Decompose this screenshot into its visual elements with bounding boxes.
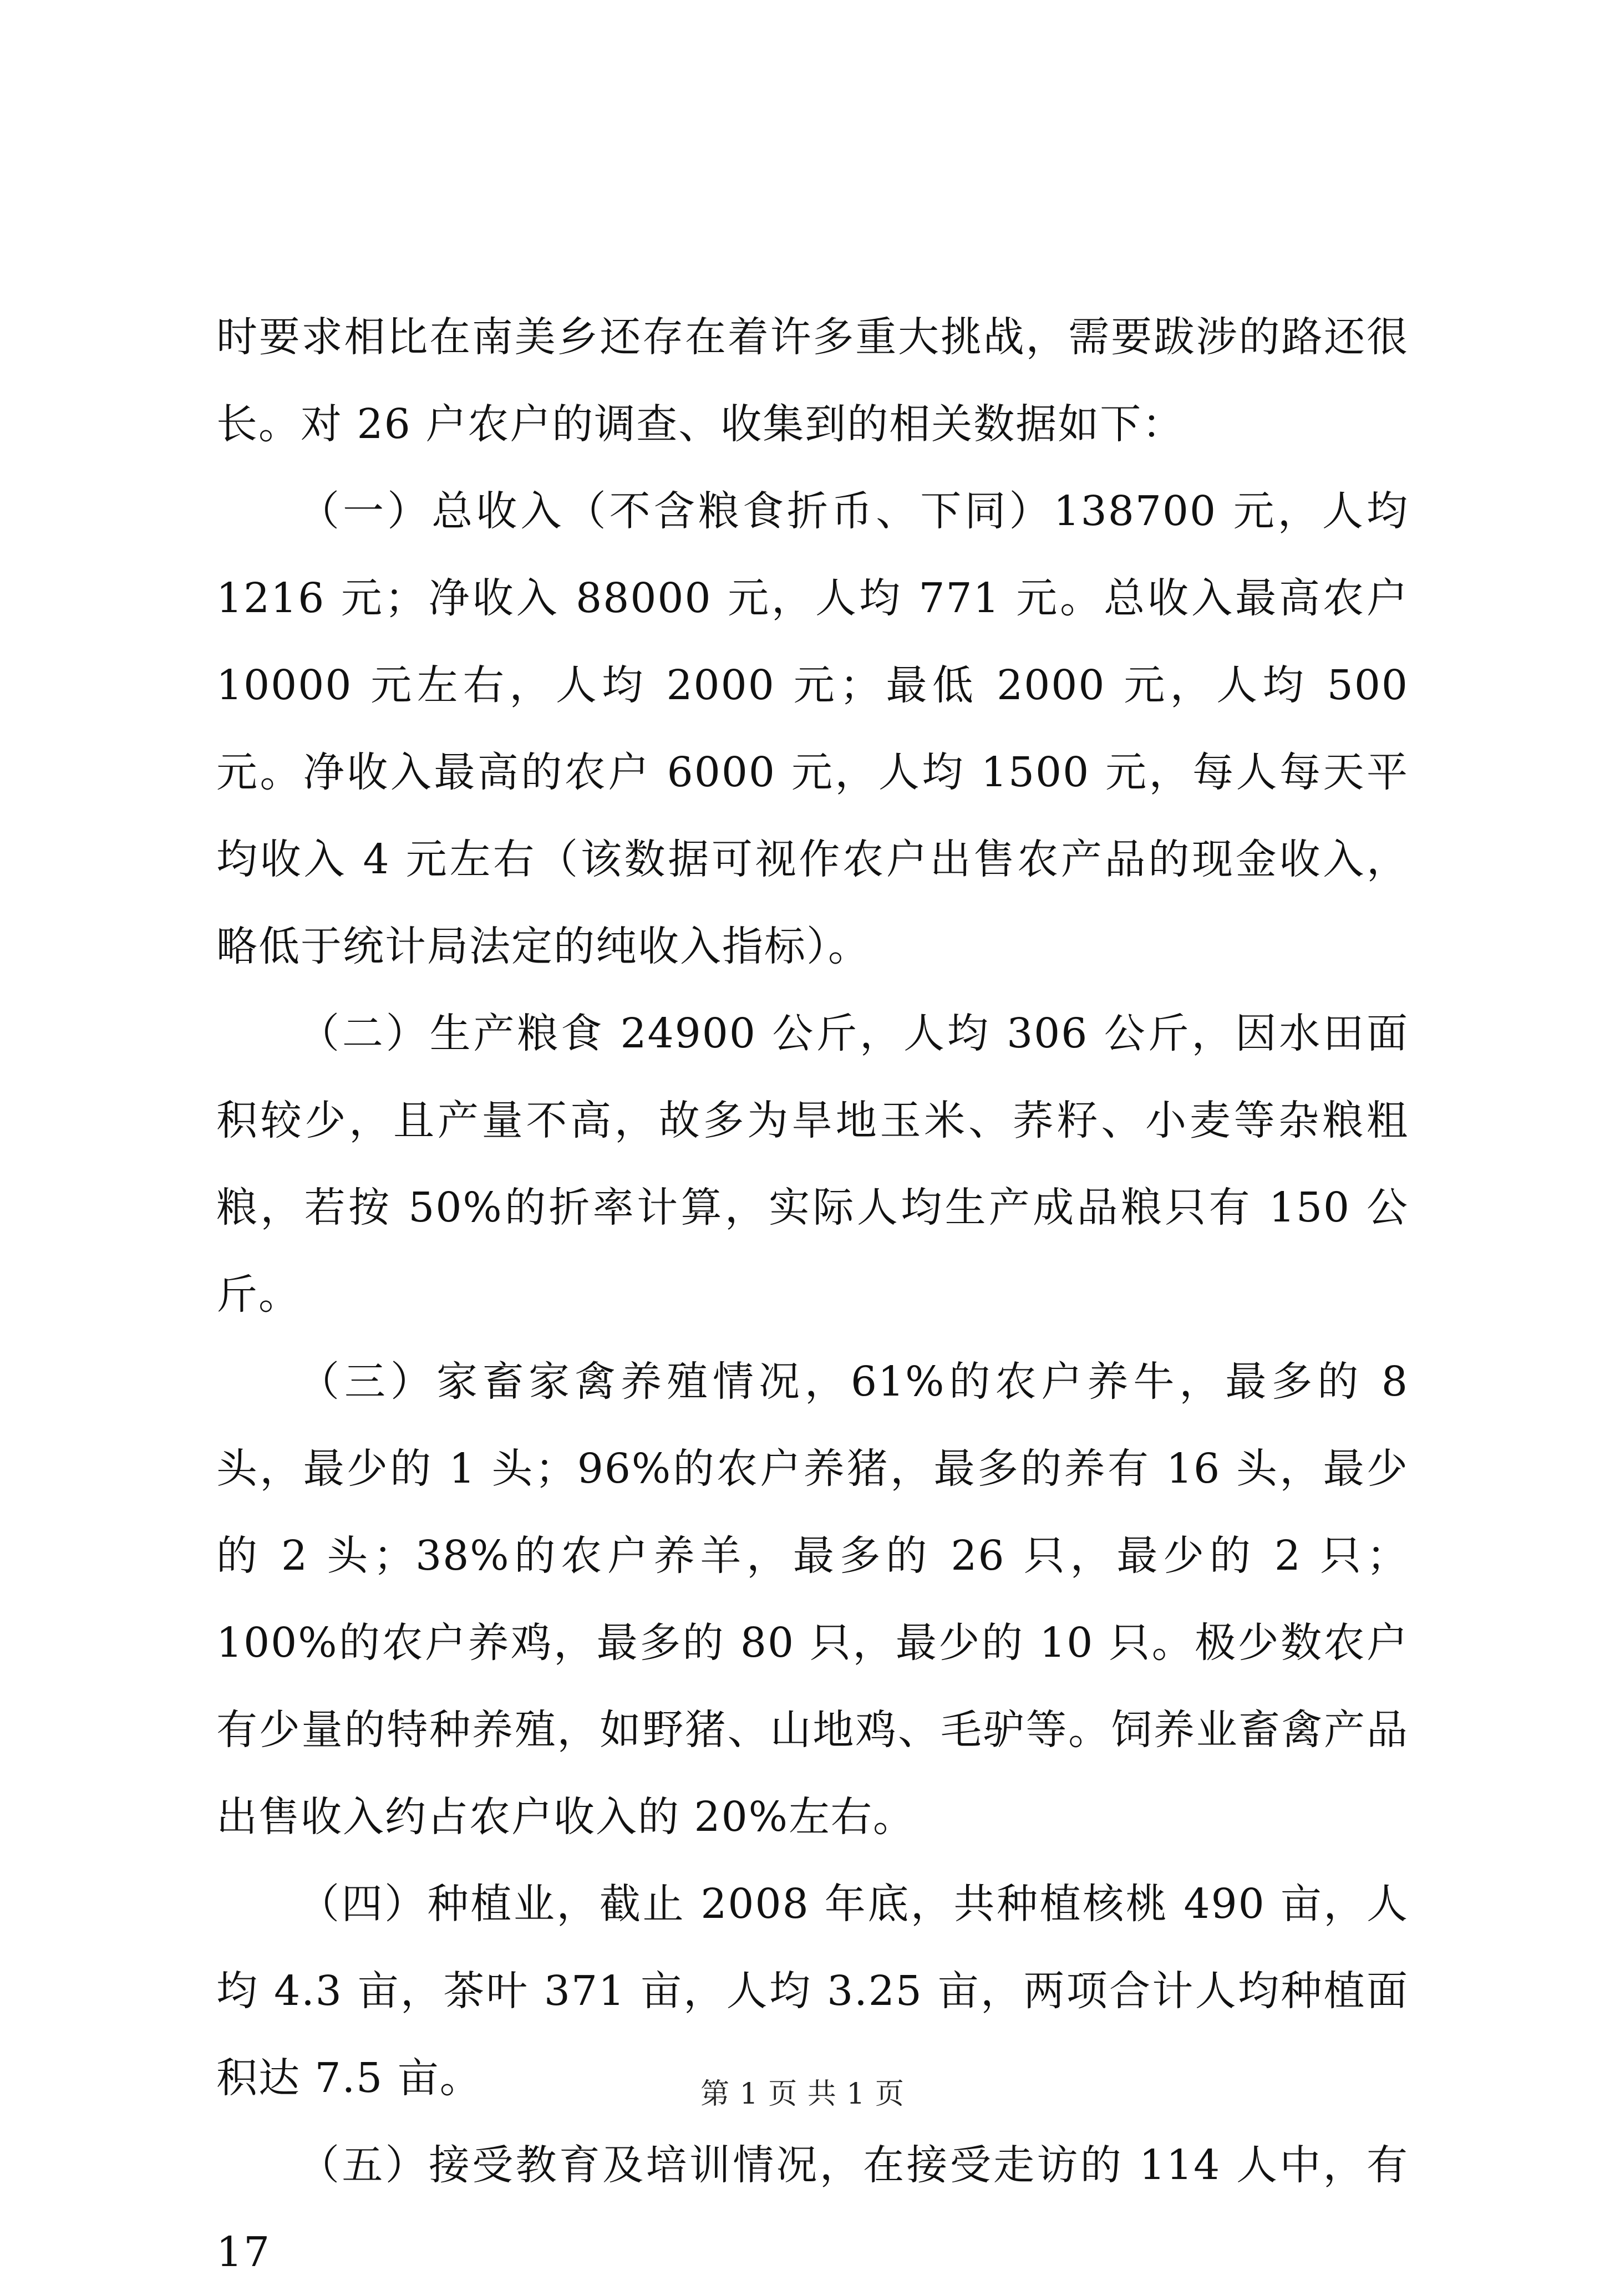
document-body: [216, 294, 1409, 2296]
paragraph-item-2-grain: （二）生产粮食 24900 公斤，人均 306 公斤，因水田面积较少，且产量不高，故多为旱地玉米、荞籽、小麦等杂粮粗粮，若按 50%的折率计算，实际人均生产成品粮只有 150 公斤。: [216, 1010, 1409, 1318]
paragraph-item-3-livestock: （三）家畜家禽养殖情况，61%的农户养牛，最多的 8 头，最少的 1 头；96%的农户养猪，最多的养有 16 头，最少的 2 头；38%的农户养羊，最多的 26 只，最少的 2 只；100%的农户养鸡，最多的 80 只，最少的 10 只。极少数农户有少量的特种养殖，如野猪、山地鸡、毛驴等。饲养业畜禽产品出售收入约占农户收入的 20%左右。: [216, 1358, 1409, 1841]
paragraph-item-5-education: （五）接受教育及培训情况，在接受走访的 114 人中，有 17: [216, 2141, 1409, 2276]
page-footer: 第 1 页 共 1 页: [700, 2078, 905, 2111]
paragraph-intro: 时要求相比在南美乡还存在着许多重大挑战，需要跋涉的路还很长。对 26 户农户的调查、收集到的相关数据如下：: [216, 313, 1409, 448]
paragraph-item-4-planting: （四）种植业，截止 2008 年底，共种植核桃 490 亩，人均 4.3 亩，茶叶 371 亩，人均 3.25 亩，两项合计人均种植面积达 7.5 亩。: [216, 1880, 1409, 2102]
paragraph-item-1-income: （一）总收入（不含粮食折币、下同）138700 元，人均 1216 元；净收入 88000 元，人均 771 元。总收入最高农户 10000 元左右，人均 2000 元；最低 2000 元，人均 500 元。净收入最高的农户 6000 元，人均 1500 元，每人每天平均收入 4 元左右（该数据可视作农户出售农产品的现金收入，略低于统计局法定的纯收入指标）。: [216, 487, 1409, 970]
